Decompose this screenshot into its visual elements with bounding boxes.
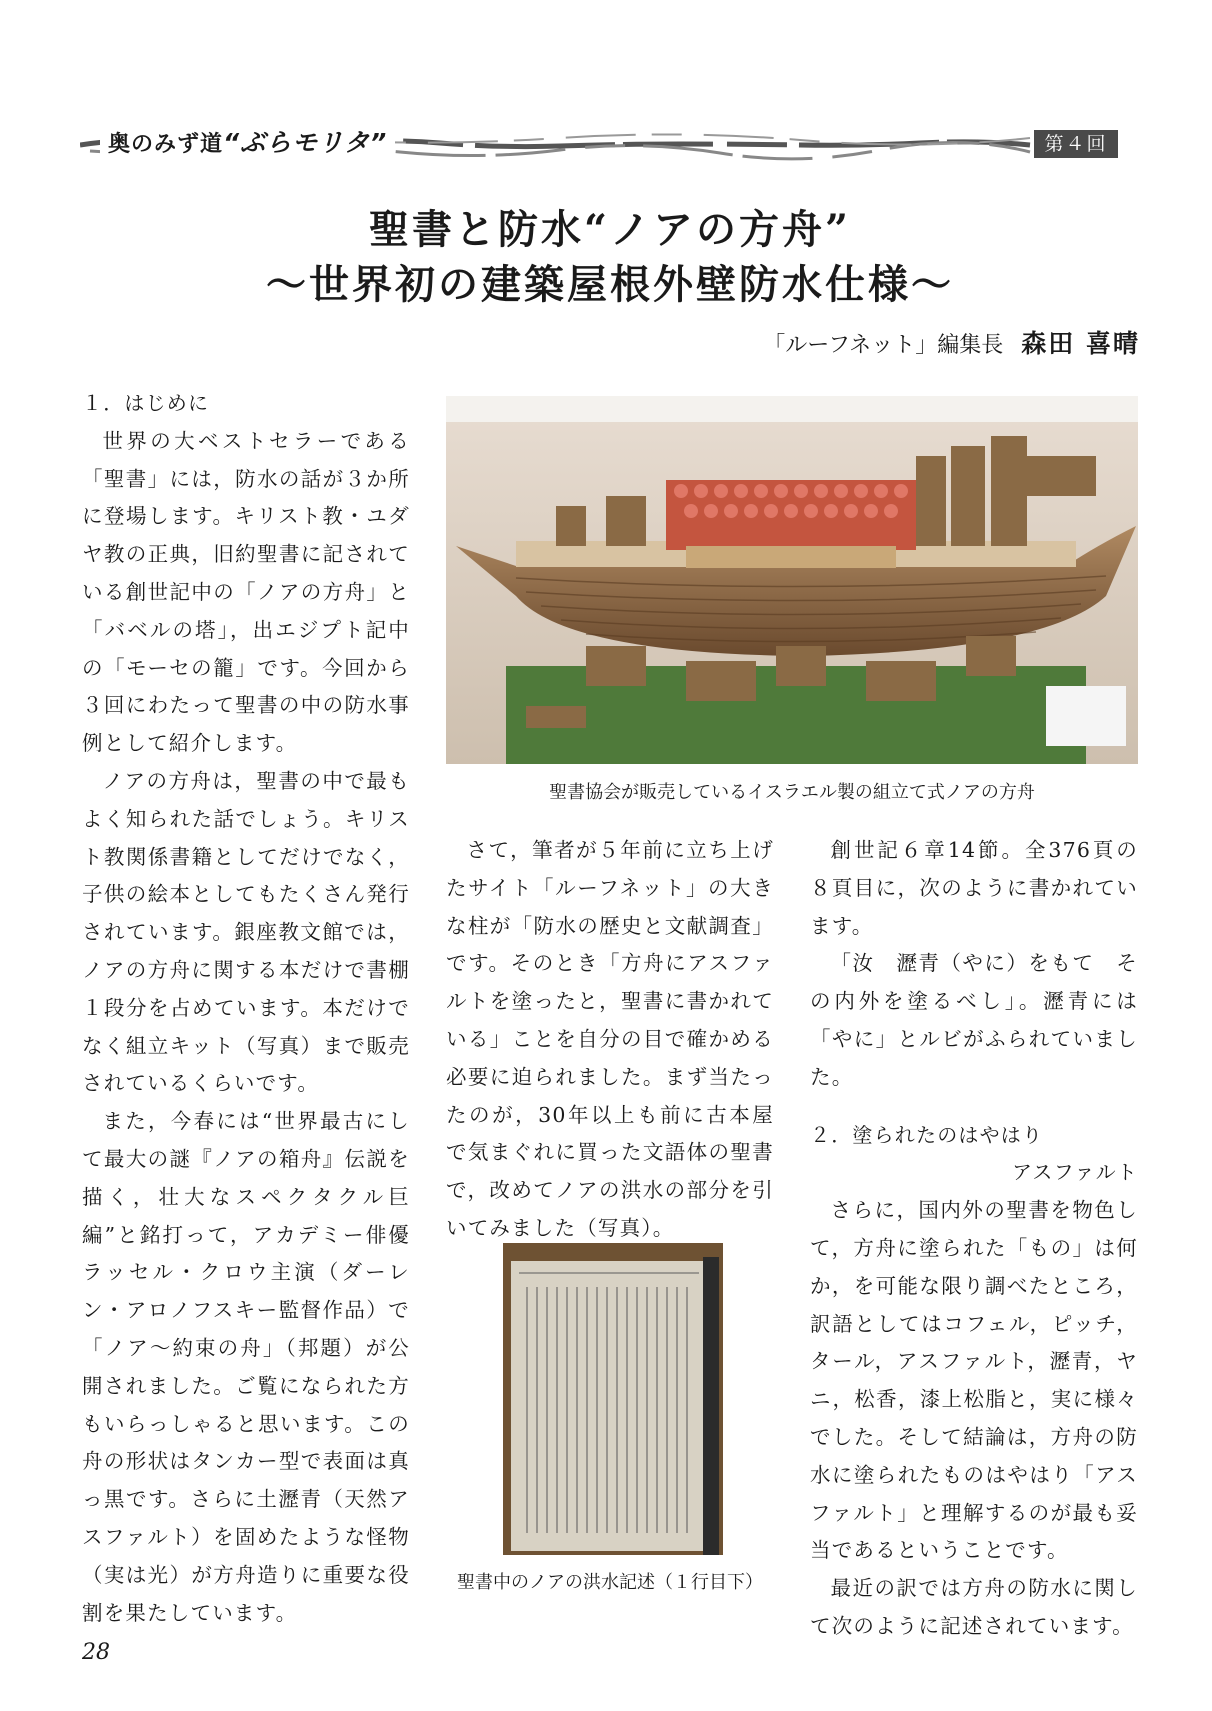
middle-column xyxy=(446,832,774,1248)
episode-badge: 第４回 xyxy=(1034,130,1118,158)
paragraph: 「汝 瀝青（やに）をもて その内外を塗るべし」。瀝青には「やに」とルビがふられていました。 xyxy=(810,951,1138,1089)
paragraph: さらに，国内外の聖書を物色して，方舟に塗られた「もの」は何か，を可能な限り調べたところ，訳語としてはコフェル，ピッチ，タール，アスファルト，瀝青，ヤニ，松香，漆上松脂と，実に様々でした。そして結論は，方舟の防水に塗られたものはやはり「アスファルト」と理解するのが最も妥当であるということです。 xyxy=(810,1198,1138,1563)
bible-photo-caption: 聖書中のノアの洪水記述（１行目下） xyxy=(457,1572,763,1593)
section-heading-2-cont: アスファルト xyxy=(1012,1160,1138,1185)
ark-photo-caption: 聖書協会が販売しているイスラエル製の組立て式ノアの方舟 xyxy=(549,782,1035,803)
ark-model-photo xyxy=(446,396,1138,764)
bible-page-photo xyxy=(503,1243,723,1555)
paragraph: 最近の訳では方舟の防水に関して次のように記述されています。 xyxy=(810,1576,1138,1638)
paragraph: さて，筆者が５年前に立ち上げたサイト「ルーフネット」の大きな柱が「防水の歴史と文献調査」です。そのとき「方舟にアスファルトを塗ったと，聖書に書かれている」ことを自分の目で確かめる必要に迫られました。まず当たったのが，30年以上も前に古本屋で気まぐれに買った文語体の聖書で，改めてノアの洪水の部分を引いてみました（写真）。 xyxy=(446,838,774,1240)
left-column xyxy=(82,385,410,1632)
series-brand: “ぶらモリタ” xyxy=(223,128,388,157)
paragraph: ノアの方舟は，聖書の中で最もよく知られた話でしょう。キリスト教関係書籍としてだけでなく，子供の絵本としてもたくさん発行されています。銀座教文館では，ノアの方舟に関する本だけで書棚１段分を占めています。本だけでなく組立キット（写真）まで販売されているくらいです。 xyxy=(82,768,410,1096)
paragraph: また，今春には“世界最古にして最大の謎『ノアの箱舟』伝説を描く，壮大なスペクタクル巨編”と銘打って，アカデミー俳優ラッセル・クロウ主演（ダーレン・アロノフスキー監督作品）で「ノア〜約束の舟」（邦題）が公開されました。ご覧になられた方もいらっしゃると思います。この舟の形状はタンカー型で表面は真っ黒です。さらに土瀝青（天然アスファルト）を固めたような怪物（実は光）が方舟造りに重要な役割を果たしています。 xyxy=(82,1109,410,1625)
author-role: 「ルーフネット」編集長 xyxy=(763,333,1004,358)
article-title: 聖書と防水“ノアの方舟” xyxy=(368,206,851,253)
series-title xyxy=(100,128,395,160)
author-name: 森田 喜晴 xyxy=(1021,329,1140,358)
page-number: 28 xyxy=(82,1640,110,1665)
paragraph: 創世記６章14節。全376頁の８頁目に，次のように書かれています。 xyxy=(810,838,1138,938)
right-column xyxy=(810,832,1138,1646)
byline xyxy=(763,324,1140,360)
series-prefix: 奥のみず道 xyxy=(108,132,224,157)
article-subtitle: 〜世界初の建築屋根外壁防水仕様〜 xyxy=(266,261,954,308)
section-heading-1: １．はじめに xyxy=(82,391,210,415)
paragraph: 世界の大ベストセラーである「聖書」には，防水の話が３か所に登場します。キリスト教・ユダヤ教の正典，旧約聖書に記されている創世記中の「ノアの方舟」と「バベルの塔」，出エジプト記中の「モーセの籠」です。今回から３回にわたって聖書の中の防水事例として紹介します。 xyxy=(82,428,410,756)
section-heading-2: ２．塗られたのはやはり xyxy=(810,1122,1044,1147)
